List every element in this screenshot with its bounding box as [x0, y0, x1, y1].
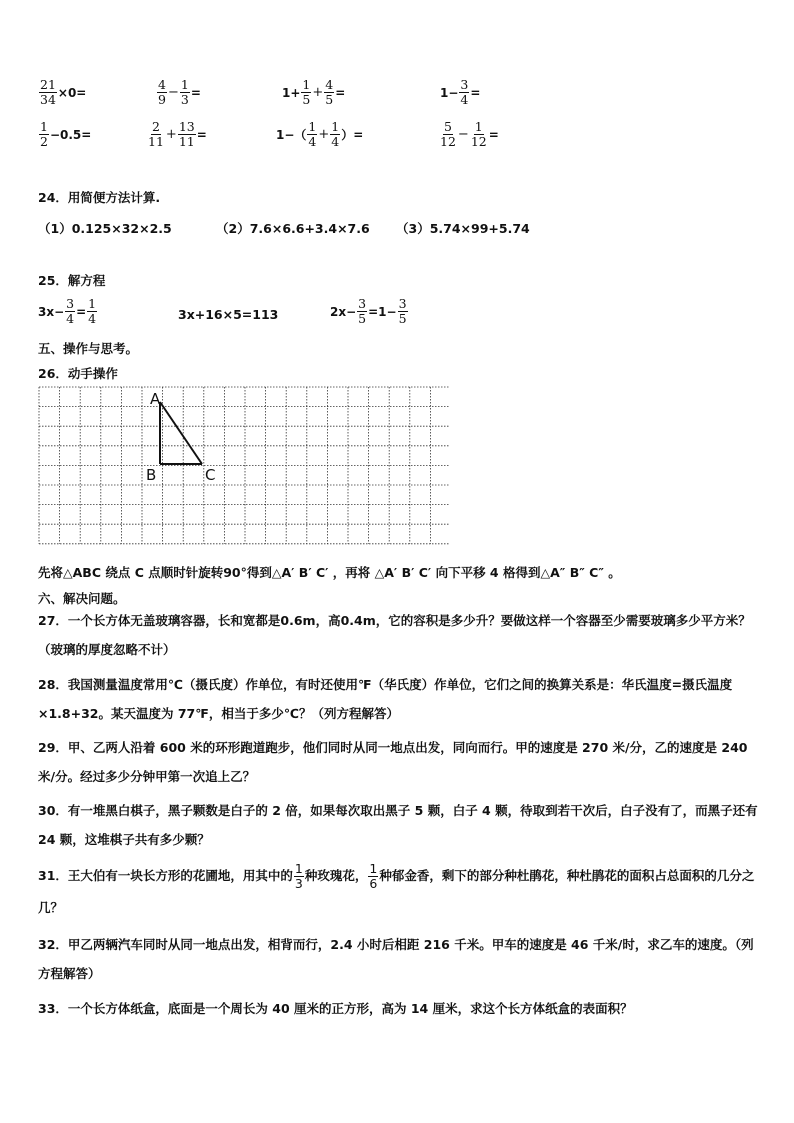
question-31: 31．王大伯有一块长方形的花圃地，用其中的 $\frac{1}{3}$ 种玫瑰花， $\frac{1}{6}$ 种郁金香，剩下的部分种杜鹃花，种杜鹃花的面积占总面积的几分之几？: [38, 860, 755, 915]
q26-grid-figure: [38, 386, 450, 549]
q25-equation-3: 2x− $\frac{3}{5}$ =1− $\frac{3}{5}$: [330, 296, 407, 327]
section-5-heading: 五、操作与思考。: [38, 341, 139, 356]
calc-r2c1: $\frac{1}{2}$ −0.5=: [40, 119, 92, 150]
q24-part3: （3）5.74×99+5.74: [396, 221, 530, 236]
q26-title: 26．动手操作: [38, 366, 118, 381]
question-27: 27．一个长方体无盖玻璃容器，长和宽都是0.6m，高0.4m，它的容积是多少升？要做这样一个容器至少需要玻璃多少平方米？（玻璃的厚度忽略不计）: [38, 613, 751, 657]
calc-r2c2: $\frac{2}{11}$ + $\frac{13}{11}$ =: [148, 119, 207, 150]
fraction: $\frac{1}{12}$: [470, 119, 487, 150]
fraction: $\frac{1}{4}$: [88, 296, 97, 327]
q25-title: 25．解方程: [38, 273, 106, 288]
fraction: $\frac{1}{6}$: [369, 860, 378, 891]
q24-part2: （2）7.6×6.6+3.4×7.6: [216, 221, 370, 236]
question-28: 28．我国测量温度常用℃（摄氏度）作单位，有时还使用℉（华氏度）作单位，它们之间的换算关系是：华氏温度=摄氏温度×1.8+32。某天温度为 77℉，相当于多少℃？（列方程解答）: [38, 677, 733, 721]
fraction: $\frac{1}{4}$: [308, 119, 317, 150]
dotted-grid: [38, 386, 450, 546]
point-c-label: C: [205, 466, 216, 484]
triangle-side-ac: [160, 402, 202, 464]
calc-r1c1: $\frac{21}{34}$ ×0=: [40, 77, 87, 108]
question-29: 29．甲、乙两人沿着 600 米的环形跑道跑步，他们同时从同一地点出发，同向而行。甲的速度是 270 米/分，乙的速度是 240 米/分。经过多少分钟甲第一次追上乙？: [38, 740, 748, 784]
fraction: $\frac{5}{12}$: [440, 119, 456, 150]
fraction: $\frac{13}{11}$: [178, 119, 195, 150]
q24-part1: （1）0.125×32×2.5: [38, 221, 172, 236]
fraction: $\frac{1}{3}$: [294, 860, 303, 891]
fraction: $\frac{1}{4}$: [331, 119, 340, 150]
fraction: $\frac{4}{5}$: [325, 77, 334, 108]
section-6-heading: 六、解决问题。: [38, 591, 126, 606]
calc-r2c3: 1−（ $\frac{1}{4}$ + $\frac{1}{4}$ ）=: [276, 119, 364, 150]
fraction: $\frac{4}{9}$: [158, 77, 166, 108]
question-30: 30．有一堆黑白棋子，黑子颗数是白子的 2 倍，如果每次取出黑子 5 颗，白子 4 颗，待取到若干次后，白子没有了，而黑子还有 24 颗，这堆棋子共有多少颗？: [38, 803, 758, 847]
q26-instruction: 先将△ABC 绕点 C 点顺时针旋转90°得到△A′ B′ C′ ，再将 △A′ B′ C′ 向下平移 4 格得到△A″ B″ C″ 。: [38, 565, 621, 580]
fraction: $\frac{1}{2}$: [40, 119, 48, 150]
fraction: $\frac{3}{4}$: [460, 77, 469, 108]
fraction: $\frac{21}{34}$: [40, 77, 56, 108]
q24-title: 24．用简便方法计算.: [38, 190, 161, 205]
calc-r1c2: $\frac{4}{9}$ − $\frac{1}{3}$ =: [158, 77, 201, 108]
fraction: $\frac{3}{5}$: [358, 296, 367, 327]
fraction: $\frac{3}{4}$: [66, 296, 75, 327]
fraction: $\frac{3}{5}$: [398, 296, 407, 327]
calc-r1c4: 1− $\frac{3}{4}$ =: [440, 77, 481, 108]
fraction: $\frac{1}{5}$: [302, 77, 311, 108]
fraction: $\frac{2}{11}$: [148, 119, 164, 150]
q25-equation-1: 3x− $\frac{3}{4}$ = $\frac{1}{4}$: [38, 296, 97, 327]
question-33: 33．一个长方体纸盒，底面是一个周长为 40 厘米的正方形，高为 14 厘米，求这个长方体纸盒的表面积？: [38, 1001, 633, 1016]
calc-r1c3: 1+ $\frac{1}{5}$ + $\frac{4}{5}$ =: [282, 77, 346, 108]
point-b-label: B: [146, 466, 157, 484]
q25-equation-2: 3x+16×5=113: [178, 307, 279, 322]
calc-r2c4: $\frac{5}{12}$ − $\frac{1}{12}$ =: [440, 119, 499, 150]
point-a-label: A: [150, 390, 161, 408]
fraction: $\frac{1}{3}$: [180, 77, 189, 108]
question-32: 32．甲乙两辆汽车同时从同一地点出发，相背而行，2.4 小时后相距 216 千米。甲车的速度是 46 千米/时，求乙车的速度。（列方程解答）: [38, 937, 754, 981]
